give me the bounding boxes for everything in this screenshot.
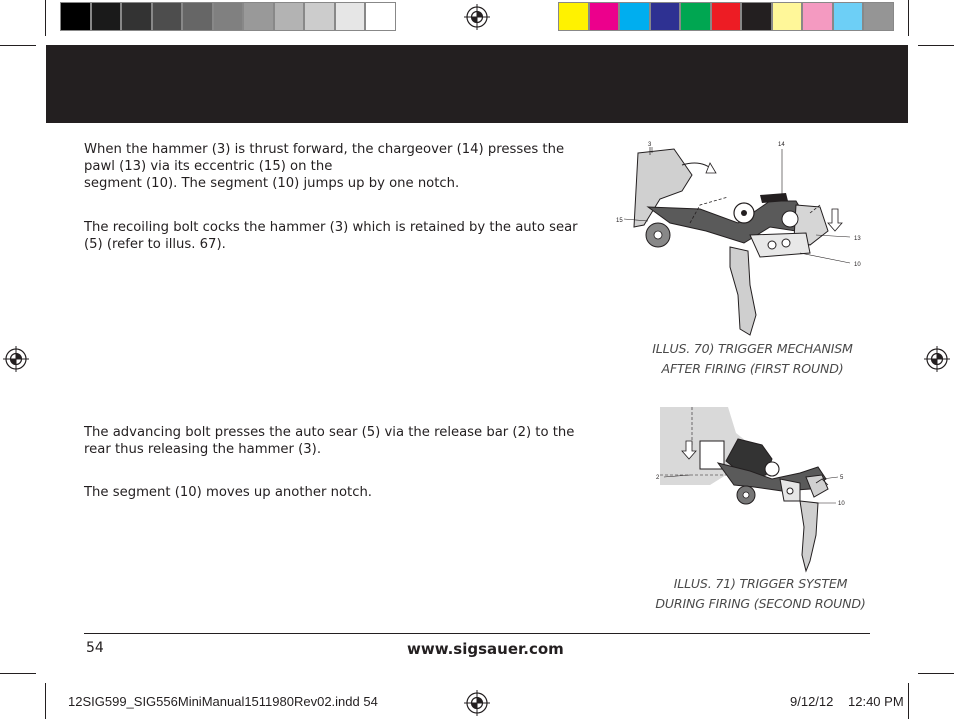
registration-mark-icon: [464, 690, 490, 716]
illus71-caption: [628, 574, 893, 614]
illus70-caption-line2: AFTER FIRING (FIRST ROUND): [661, 361, 844, 376]
label-10: 10: [854, 262, 861, 268]
color-swatch: [650, 2, 681, 31]
color-swatch: [152, 2, 183, 31]
illus70-caption: [620, 339, 885, 379]
color-swatch: [335, 2, 366, 31]
crop-mark: [45, 683, 46, 719]
crop-mark: [908, 0, 909, 36]
color-swatch: [60, 2, 91, 31]
color-swatch: [274, 2, 305, 31]
color-swatch: [365, 2, 396, 31]
label-14: 14: [778, 142, 785, 148]
color-swatch: [741, 2, 772, 31]
illus71-caption-line2: DURING FIRING (SECOND ROUND): [655, 596, 866, 611]
color-swatch: [589, 2, 620, 31]
color-swatch: [213, 2, 244, 31]
color-swatch: [243, 2, 274, 31]
crop-mark: [918, 45, 954, 46]
label-5: 5: [840, 475, 844, 481]
slug-filename: 12SIG599_SIG556MiniManual1511980Rev02.indd 54: [68, 694, 378, 709]
slug-date: 9/12/12: [790, 694, 834, 709]
color-swatch: [619, 2, 650, 31]
color-swatch: [863, 2, 894, 31]
registration-mark-icon: [464, 4, 490, 30]
crop-mark: [0, 673, 36, 674]
color-swatch: [680, 2, 711, 31]
crop-mark: [908, 683, 909, 719]
color-swatch: [833, 2, 864, 31]
crop-mark: [0, 45, 36, 46]
header-band: [46, 45, 908, 123]
color-swatch: [772, 2, 803, 31]
color-swatch: [121, 2, 152, 31]
color-swatch: [558, 2, 589, 31]
crop-mark: [45, 0, 46, 36]
section1-paragraph1: When the hammer (3) is thrust forward, the chargeover (14) presses the pawl (13) via its eccentric (15) on the segment (10). The segment (10) jumps up by one notch.: [84, 142, 565, 191]
illus71-caption-line1: ILLUS. 71) TRIGGER SYSTEM: [673, 576, 848, 591]
trigger-system-illustration-71: [650, 405, 850, 575]
color-swatch: [711, 2, 742, 31]
label-15: 15: [616, 218, 623, 224]
footer-rule: [84, 633, 870, 634]
section2-paragraph1: The advancing bolt presses the auto sear (5) via the release bar (2) to the rear thus releasing the hammer (3).: [84, 425, 575, 457]
trigger-mechanism-illustration-70: [610, 135, 870, 340]
label-10: 10: [838, 501, 845, 507]
crop-mark: [918, 673, 954, 674]
color-swatch: [304, 2, 335, 31]
illus70-caption-line1: ILLUS. 70) TRIGGER MECHANISM: [652, 341, 853, 356]
label-3: 3: [648, 142, 652, 148]
website-url: www.sigsauer.com: [407, 640, 564, 658]
section2-paragraph2: The segment (10) moves up another notch.: [84, 485, 372, 500]
registration-mark-icon: [924, 346, 950, 372]
section1-paragraph2: The recoiling bolt cocks the hammer (3) which is retained by the auto sear (5) (refer to illus. 67).: [84, 220, 578, 252]
label-13: 13: [854, 236, 861, 242]
color-swatch: [182, 2, 213, 31]
color-swatch: [802, 2, 833, 31]
slug-time: 12:40 PM: [848, 694, 904, 709]
registration-mark-icon: [3, 346, 29, 372]
label-2: 2: [656, 475, 660, 481]
page-number: 54: [86, 640, 104, 656]
color-swatch: [91, 2, 122, 31]
